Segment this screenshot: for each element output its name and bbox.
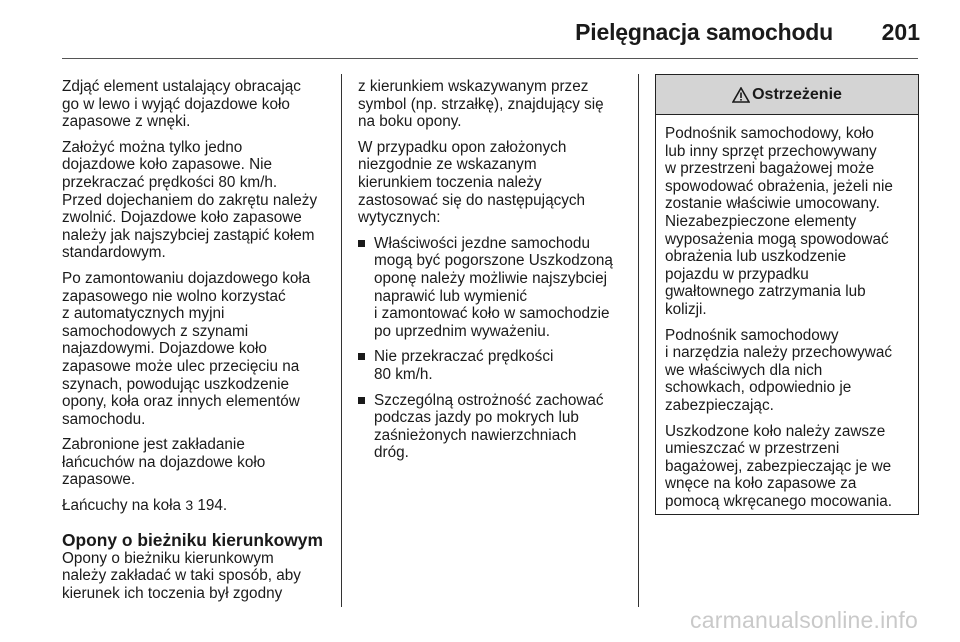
page-title: Pielęgnacja samochodu xyxy=(575,19,833,45)
column-divider xyxy=(341,74,342,607)
column-divider xyxy=(638,74,639,607)
chains-reference xyxy=(62,497,334,515)
section-heading: Opony o bieżniku kierunkowym xyxy=(62,529,323,550)
chains-reference-text: Łańcuchy na koła xyxy=(62,497,182,515)
paragraph: W przypadku opon założonych niezgodnie ze wskazanym kierunkiem toczenia należy zastosować się do następujących wytycznych: xyxy=(358,138,586,227)
paragraph: z kierunkiem wskazywanym przez symbol (np. strzałkę), znajdujący się na boku opony. xyxy=(358,78,604,131)
paragraph: Zabronione jest zakładanie łańcuchów na dojazdowe koło zapasowe. xyxy=(62,436,266,489)
paragraph: Zdjąć element ustalający obracając go w lewo i wyjąć dojazdowe koło zapasowe z wnęki. xyxy=(62,78,301,131)
warning-triangle-icon xyxy=(732,87,750,103)
page-number: 201 xyxy=(881,19,920,45)
chains-reference-page[interactable]: 194. xyxy=(197,497,228,515)
reference-arrow-icon: 3 xyxy=(185,497,194,514)
bullet-square-icon xyxy=(358,397,365,404)
warning-paragraph: Uszkodzone koło należy zawsze umieszczać w przestrzeni bagażowej, zabezpieczając je we wnęce na koło zapasowe za pomocą wkręcanego mocowania. xyxy=(665,422,893,510)
text-column-2 xyxy=(358,78,628,470)
warning-paragraph: Podnośnik samochodowy, koło lub inny sprzęt przechowywany w przestrzeni bagażowej może spowodować obrażenia, jeżeli nie zostanie właściwie umocowany. Niezabezpieczone elementy wyposażenia mogą spowodować obrażenia lub uszkodzenie pojazdu w przypadku gwałtownego zatrzymania lub kolizji. xyxy=(665,125,893,318)
list-item-text: Właściwości jezdne samochodu mogą być pogorszone Uszkodzoną oponę należy możliwie najszybciej naprawić lub wymienić i zamontować koło w samochodzie po uprzednim wyważeniu. xyxy=(374,234,613,340)
section-text: Opony o bieżniku kierunkowym należy zakładać w taki sposób, aby kierunek ich toczenia był zgodny xyxy=(62,549,301,602)
list-item-text: Nie przekraczać prędkości 80 km/h. xyxy=(374,348,554,383)
guideline-list xyxy=(358,235,628,462)
watermark: carmanualsonline.info xyxy=(690,607,918,633)
warning-header xyxy=(656,75,918,115)
bullet-square-icon xyxy=(358,353,365,360)
text-column-1 xyxy=(62,78,334,610)
warning-paragraph: Podnośnik samochodowy i narzędzia należy przechowywać we właściwych dla nich schowkach, odpowiednio je zabezpieczając. xyxy=(665,326,893,414)
list-item xyxy=(358,348,628,383)
header-divider xyxy=(62,58,918,59)
list-item xyxy=(358,392,628,462)
warning-body xyxy=(656,115,918,510)
warning-title: Ostrzeżenie xyxy=(752,85,842,103)
list-item-text: Szczególną ostrożność zachować podczas jazdy po mokrych lub zaśnieżonych nawierzchniach dróg. xyxy=(374,391,604,462)
bullet-square-icon xyxy=(358,240,365,247)
paragraph: Po zamontowaniu dojazdowego koła zapasowego nie wolno korzystać z automatycznych myjni samochodowych z szynami najazdowymi. Dojazdowe koło zapasowe może ulec przecięciu na szynach, powodując uszkodzenie opony, koła oraz innych elementów samochodu. xyxy=(62,269,311,428)
list-item xyxy=(358,235,628,341)
warning-box xyxy=(655,74,919,515)
paragraph: Założyć można tylko jedno dojazdowe koło zapasowe. Nie przekraczać prędkości 80 km/h. Przed dojechaniem do zakrętu należy zwolnić. Dojazdowe koło zapasowe należy jak najszybciej zastąpić kołem standardowym. xyxy=(62,138,318,262)
